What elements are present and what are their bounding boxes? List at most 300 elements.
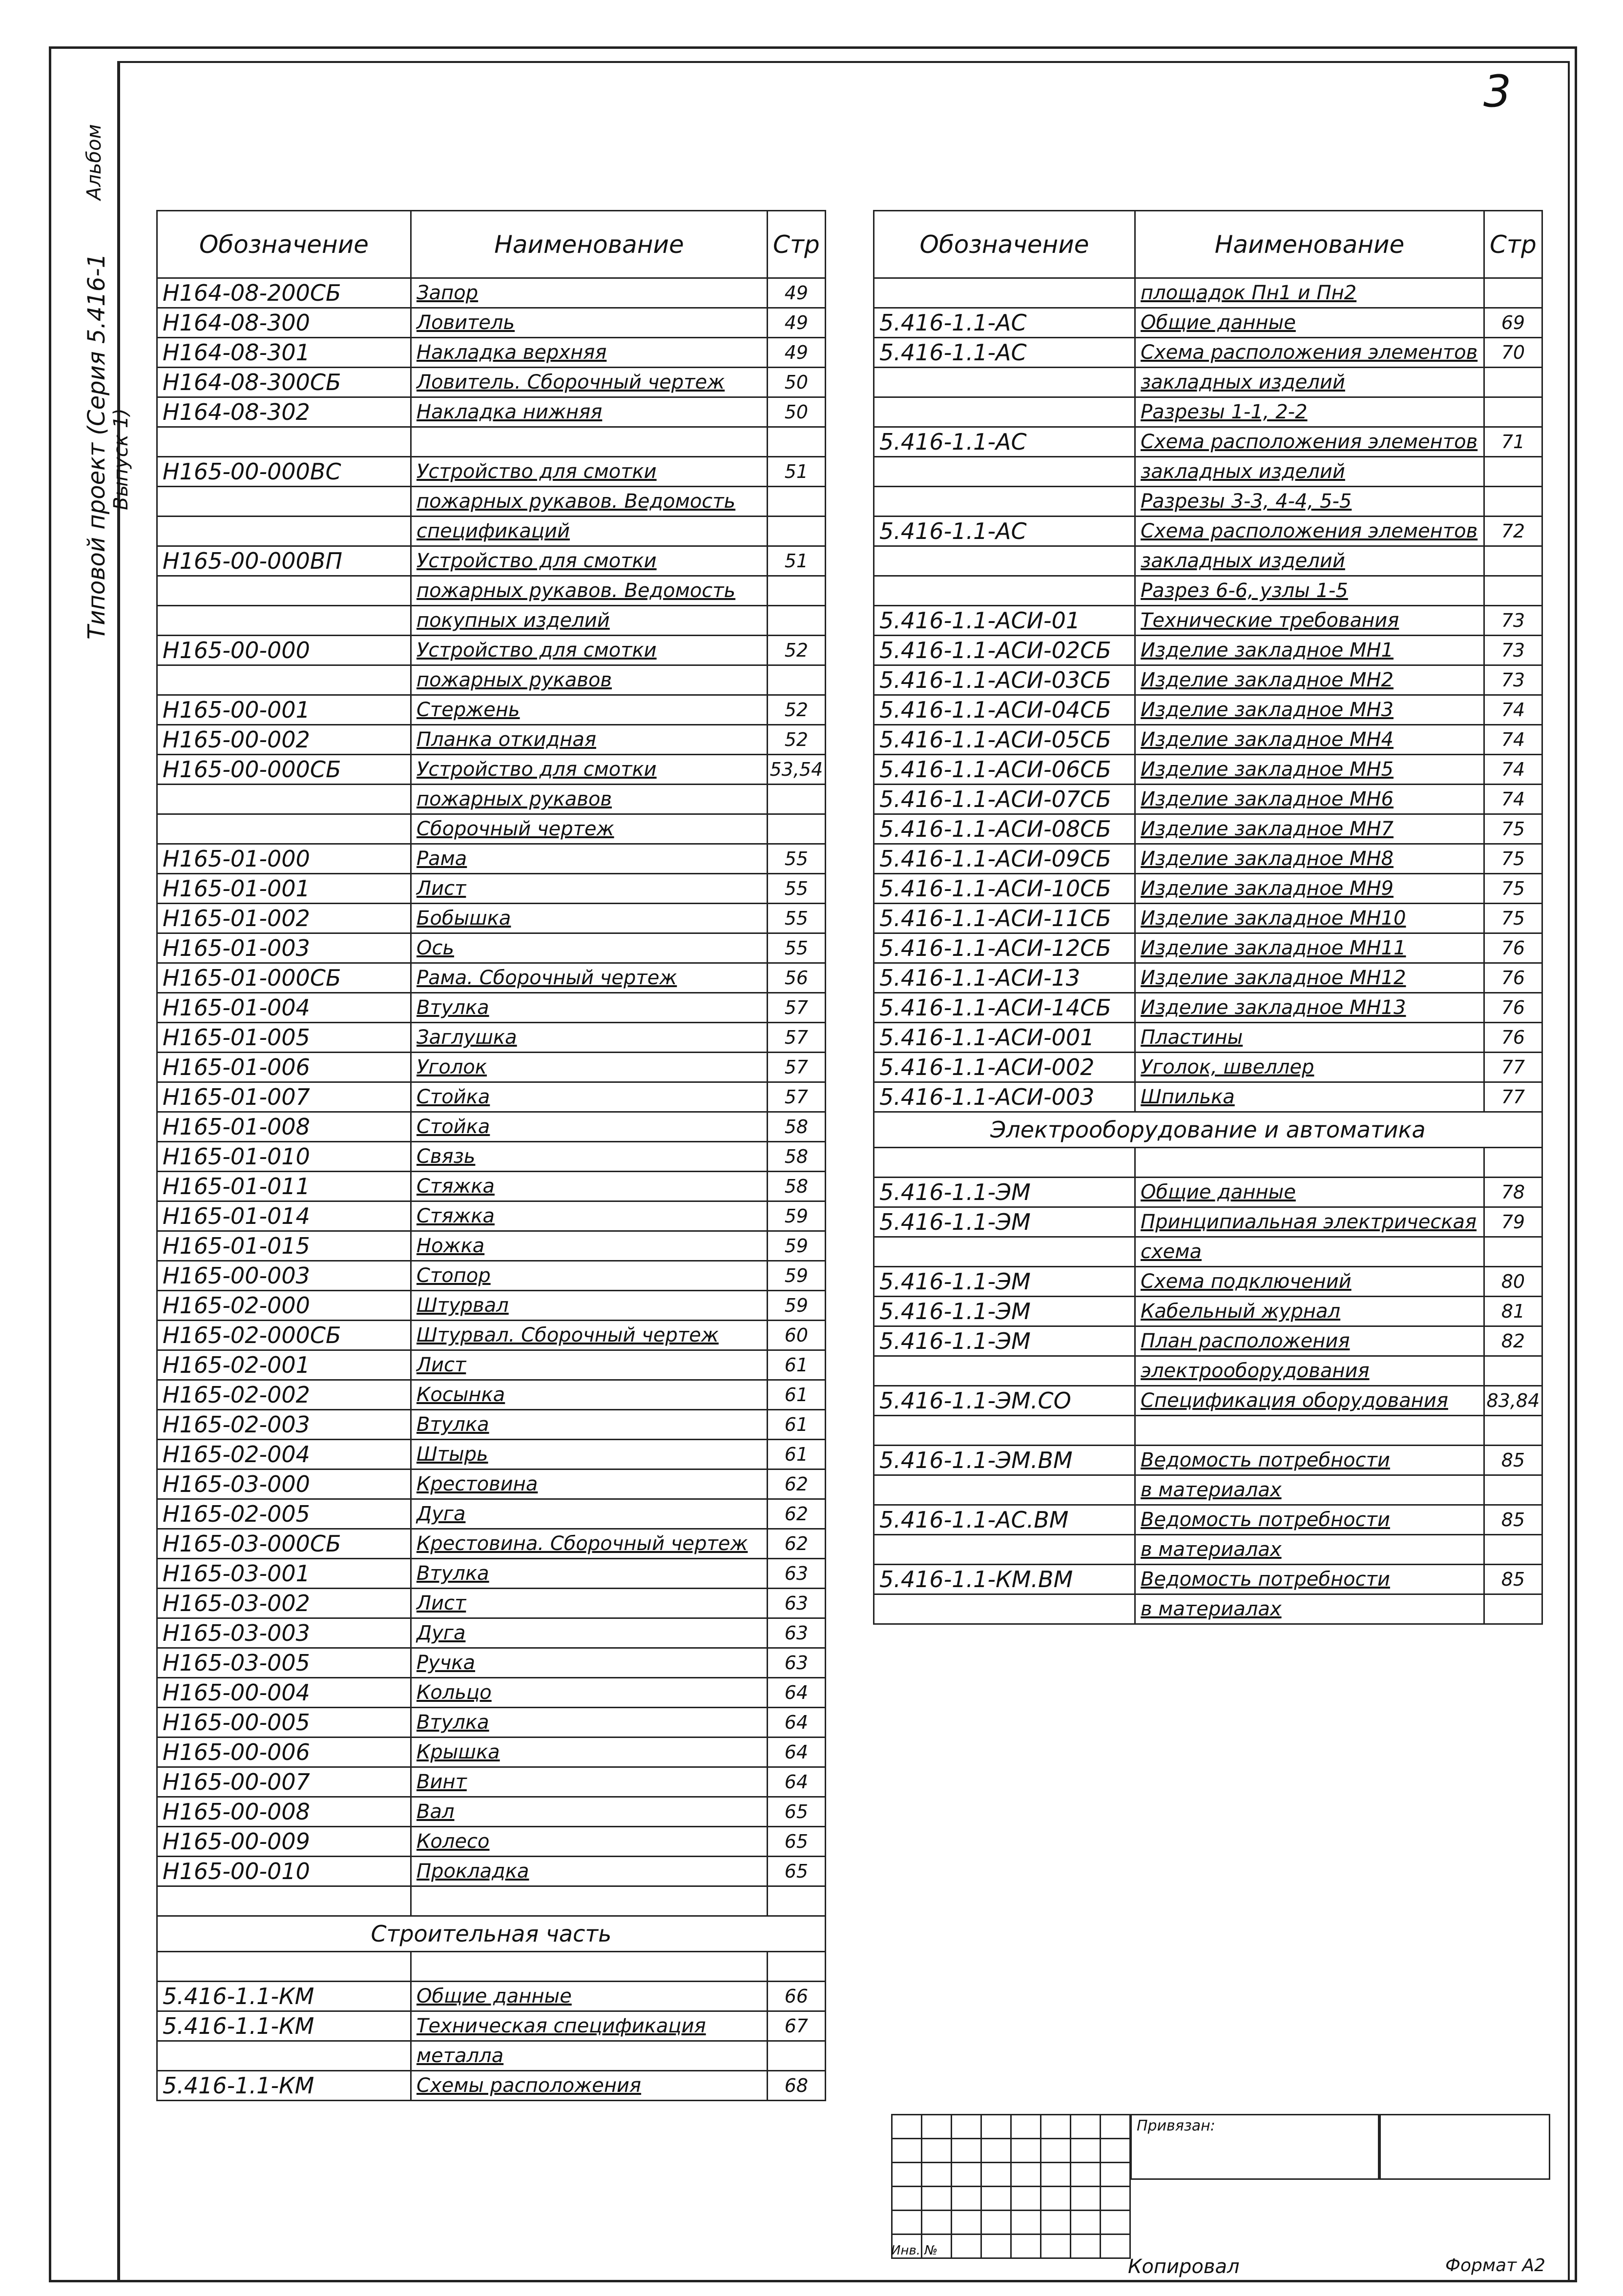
cell-name: Схема расположения элементов [1135, 427, 1484, 457]
cell-name: Общие данные [1135, 308, 1484, 338]
table-row [157, 1618, 826, 1648]
cell-designation: Н165-03-000 [157, 1469, 411, 1499]
table-row [157, 1529, 826, 1559]
cell-designation: Н165-00-003 [157, 1261, 411, 1291]
cell-designation: 5.416-1.1-АСИ-001 [874, 1023, 1135, 1053]
cell-designation: 5.416-1.1-АСИ-12СБ [874, 933, 1135, 963]
cell-page [1484, 278, 1542, 308]
table-row [874, 1053, 1542, 1082]
section-row [874, 1112, 1542, 1148]
table-row [874, 576, 1542, 606]
cell-page: 74 [1484, 755, 1542, 785]
cell-name [411, 1886, 768, 1916]
cell-page: 52 [768, 695, 826, 725]
table-row [874, 487, 1542, 517]
table-row [157, 1886, 826, 1916]
cell-name: Косынка [411, 1380, 768, 1410]
cell-page: 66 [768, 1982, 826, 2011]
header-page: Стр [768, 211, 826, 278]
cell-name: Разрез 6-6, узлы 1-5 [1135, 576, 1484, 606]
reference-field: Привязан: [1130, 2114, 1379, 2180]
table-row [157, 278, 826, 308]
cell-name: Кабельный журнал [1135, 1297, 1484, 1326]
cell-page: 58 [768, 1112, 826, 1142]
cell-designation: Н165-01-011 [157, 1172, 411, 1201]
cell-page [1484, 1237, 1542, 1267]
table-row [157, 1082, 826, 1112]
table-row [157, 1380, 826, 1410]
cell-name: Штырь [411, 1440, 768, 1469]
cell-designation: 5.416-1.1-АС [874, 338, 1135, 368]
table-row [157, 2011, 826, 2041]
side-label-issue: Выпуск 1) [110, 408, 132, 510]
table-row [874, 725, 1542, 755]
table-row [874, 665, 1542, 695]
cell-name: Крестовина [411, 1469, 768, 1499]
table-row [874, 368, 1542, 397]
right-table-header [874, 211, 1542, 278]
table-row [874, 933, 1542, 963]
cell-name: Схемы расположения [411, 2071, 768, 2101]
table-row [874, 1505, 1542, 1535]
cell-name: пожарных рукавов [411, 665, 768, 695]
table-row [874, 606, 1542, 636]
table-row [874, 1386, 1542, 1416]
cell-page: 76 [1484, 1023, 1542, 1053]
cell-name: Уголок, швеллер [1135, 1053, 1484, 1082]
cell-name: Технические требования [1135, 606, 1484, 636]
cell-page: 76 [1484, 963, 1542, 993]
cell-name: Общие данные [1135, 1178, 1484, 1207]
cell-page: 65 [768, 1857, 826, 1886]
cell-page [768, 2041, 826, 2071]
cell-page: 55 [768, 933, 826, 963]
cell-designation: 5.416-1.1-КМ.ВМ [874, 1565, 1135, 1594]
cell-name: Изделие закладное МН2 [1135, 665, 1484, 695]
cell-name: Разрезы 3-3, 4-4, 5-5 [1135, 487, 1484, 517]
cell-designation: 5.416-1.1-АСИ-05СБ [874, 725, 1135, 755]
cell-name: Втулка [411, 1559, 768, 1589]
table-row [157, 1767, 826, 1797]
cell-name: Изделие закладное МН12 [1135, 963, 1484, 993]
table-row [157, 1469, 826, 1499]
table-row [157, 2071, 826, 2101]
cell-page: 72 [1484, 517, 1542, 546]
cell-page: 79 [1484, 1207, 1542, 1237]
cell-name: Ведомость потребности [1135, 1446, 1484, 1475]
table-row [874, 1023, 1542, 1053]
cell-designation: 5.416-1.1-ЭМ.ВМ [874, 1446, 1135, 1475]
table-row [874, 695, 1542, 725]
table-row [874, 1207, 1542, 1237]
cell-name: спецификаций [411, 517, 768, 546]
cell-name: Бобышка [411, 904, 768, 933]
cell-page: 75 [1484, 844, 1542, 874]
cell-name: Ведомость потребности [1135, 1505, 1484, 1535]
cell-designation: Н164-08-302 [157, 397, 411, 427]
cell-page [1484, 1416, 1542, 1446]
cell-name: схема [1135, 1237, 1484, 1267]
cell-designation [874, 487, 1135, 517]
cell-designation: 5.416-1.1-АСИ-01 [874, 606, 1135, 636]
cell-designation: 5.416-1.1-АСИ-07СБ [874, 785, 1135, 814]
cell-page: 62 [768, 1469, 826, 1499]
cell-name: Схема расположения элементов [1135, 517, 1484, 546]
cell-designation [157, 606, 411, 636]
cell-page [768, 487, 826, 517]
cell-designation: 5.416-1.1-АСИ-04СБ [874, 695, 1135, 725]
cell-name: Штурвал [411, 1291, 768, 1321]
cell-page: 55 [768, 874, 826, 904]
cell-name: площадок Пн1 и Пн2 [1135, 278, 1484, 308]
cell-name: Сборочный чертеж [411, 814, 768, 844]
cell-page: 74 [1484, 725, 1542, 755]
left-table [156, 210, 826, 2101]
cell-page: 85 [1484, 1565, 1542, 1594]
cell-designation: Н165-02-000СБ [157, 1321, 411, 1350]
table-row [157, 1410, 826, 1440]
cell-name: Изделие закладное МН9 [1135, 874, 1484, 904]
cell-designation: 5.416-1.1-АСИ-002 [874, 1053, 1135, 1082]
cell-page: 69 [1484, 308, 1542, 338]
cell-name: Заглушка [411, 1023, 768, 1053]
cell-designation [157, 427, 411, 457]
cell-page: 55 [768, 844, 826, 874]
cell-name: Разрезы 1-1, 2-2 [1135, 397, 1484, 427]
table-row [157, 1112, 826, 1142]
cell-page [768, 665, 826, 695]
cell-name: Винт [411, 1767, 768, 1797]
table-row [874, 1297, 1542, 1326]
cell-page: 64 [768, 1708, 826, 1738]
cell-name: Прокладка [411, 1857, 768, 1886]
cell-name: Рама. Сборочный чертеж [411, 963, 768, 993]
cell-designation: Н164-08-301 [157, 338, 411, 368]
cell-designation: 5.416-1.1-АС.ВМ [874, 1505, 1135, 1535]
cell-designation [874, 397, 1135, 427]
cell-page: 67 [768, 2011, 826, 2041]
cell-page: 55 [768, 904, 826, 933]
cell-name: Ловитель [411, 308, 768, 338]
cell-designation: Н165-00-000ВП [157, 546, 411, 576]
cell-designation [157, 665, 411, 695]
cell-name: Ловитель. Сборочный чертеж [411, 368, 768, 397]
cell-designation: Н165-00-000 [157, 636, 411, 665]
cell-page: 49 [768, 308, 826, 338]
table-row [157, 606, 826, 636]
header-name: Наименование [1135, 211, 1484, 278]
table-row [874, 457, 1542, 487]
cell-page: 74 [1484, 695, 1542, 725]
cell-designation: Н165-02-001 [157, 1350, 411, 1380]
table-row [874, 1326, 1542, 1356]
cell-page: 59 [768, 1261, 826, 1291]
cell-page [1484, 1148, 1542, 1178]
table-row [157, 665, 826, 695]
table-row [157, 1982, 826, 2011]
cell-name: Изделие закладное МН1 [1135, 636, 1484, 665]
cell-designation [874, 546, 1135, 576]
cell-designation [157, 814, 411, 844]
cell-designation [157, 517, 411, 546]
cell-name: Лист [411, 874, 768, 904]
cell-page: 81 [1484, 1297, 1542, 1326]
table-row [157, 1142, 826, 1172]
cell-designation: 5.416-1.1-АСИ-10СБ [874, 874, 1135, 904]
table-row [157, 755, 826, 785]
cell-designation: Н165-01-010 [157, 1142, 411, 1172]
cell-page [768, 606, 826, 636]
cell-page: 56 [768, 963, 826, 993]
cell-designation: 5.416-1.1-АС [874, 427, 1135, 457]
table-row [157, 1499, 826, 1529]
header-designation: Обозначение [874, 211, 1135, 278]
cell-name: Уголок [411, 1053, 768, 1082]
table-row [157, 1589, 826, 1618]
cell-page: 76 [1484, 933, 1542, 963]
table-row [157, 1023, 826, 1053]
cell-designation: Н165-01-006 [157, 1053, 411, 1082]
side-label-project: Типовой проект (Серия 5.416-1 [83, 253, 110, 640]
cell-name [1135, 1148, 1484, 1178]
cell-designation: Н165-02-003 [157, 1410, 411, 1440]
cell-designation: Н165-03-001 [157, 1559, 411, 1589]
cell-designation [874, 1535, 1135, 1565]
cell-page: 74 [1484, 785, 1542, 814]
cell-name: Изделие закладное МН5 [1135, 755, 1484, 785]
cell-page: 63 [768, 1648, 826, 1678]
cell-designation: Н165-03-005 [157, 1648, 411, 1678]
copied-label: Копировал [1128, 2255, 1240, 2278]
cell-page: 73 [1484, 606, 1542, 636]
cell-page: 64 [768, 1678, 826, 1708]
table-row [157, 904, 826, 933]
cell-name: Устройство для смотки [411, 755, 768, 785]
table-row [157, 487, 826, 517]
table-row [874, 1416, 1542, 1446]
cell-name: Стяжка [411, 1201, 768, 1231]
table-row [157, 517, 826, 546]
table-row [157, 636, 826, 665]
cell-designation: Н165-03-002 [157, 1589, 411, 1618]
cell-page: 64 [768, 1738, 826, 1767]
table-row [874, 1178, 1542, 1207]
cell-name: План расположения [1135, 1326, 1484, 1356]
cell-page: 50 [768, 397, 826, 427]
table-row [874, 278, 1542, 308]
cell-name: Изделие закладное МН6 [1135, 785, 1484, 814]
cell-designation: 5.416-1.1-ЭМ [874, 1297, 1135, 1326]
cell-name: Устройство для смотки [411, 546, 768, 576]
cell-page: 59 [768, 1291, 826, 1321]
cell-designation [874, 1356, 1135, 1386]
table-row [157, 1708, 826, 1738]
cell-name: Пластины [1135, 1023, 1484, 1053]
cell-name: Стопор [411, 1261, 768, 1291]
cell-page: 57 [768, 1023, 826, 1053]
cell-page: 63 [768, 1559, 826, 1589]
cell-designation: Н165-02-004 [157, 1440, 411, 1469]
cell-designation: 5.416-1.1-АСИ-11СБ [874, 904, 1135, 933]
cell-page: 51 [768, 457, 826, 487]
cell-designation: Н165-01-008 [157, 1112, 411, 1142]
cell-page: 75 [1484, 874, 1542, 904]
cell-name: Изделие закладное МН10 [1135, 904, 1484, 933]
cell-page [768, 576, 826, 606]
cell-designation: Н165-00-001 [157, 695, 411, 725]
cell-page: 78 [1484, 1178, 1542, 1207]
cell-page [768, 427, 826, 457]
cell-designation [157, 1886, 411, 1916]
section-row [157, 1916, 826, 1952]
cell-designation: 5.416-1.1-АСИ-14СБ [874, 993, 1135, 1023]
cell-designation: 5.416-1.1-АСИ-09СБ [874, 844, 1135, 874]
cell-designation: 5.416-1.1-АСИ-06СБ [874, 755, 1135, 785]
cell-designation: Н165-00-000СБ [157, 755, 411, 785]
table-row [157, 1738, 826, 1767]
cell-page: 58 [768, 1172, 826, 1201]
cell-page [1484, 1475, 1542, 1505]
cell-page: 51 [768, 546, 826, 576]
table-row [157, 397, 826, 427]
cell-designation: 5.416-1.1-АСИ-02СБ [874, 636, 1135, 665]
cell-page: 71 [1484, 427, 1542, 457]
cell-designation [157, 2041, 411, 2071]
cell-page: 61 [768, 1410, 826, 1440]
cell-page: 64 [768, 1767, 826, 1797]
cell-name: закладных изделий [1135, 368, 1484, 397]
table-row [157, 1559, 826, 1589]
table-row [874, 1267, 1542, 1297]
cell-page: 76 [1484, 993, 1542, 1023]
section-title: Электрооборудование и автоматика [874, 1112, 1542, 1148]
cell-page: 57 [768, 993, 826, 1023]
cell-page: 65 [768, 1827, 826, 1857]
cell-designation: 5.416-1.1-ЭМ [874, 1267, 1135, 1297]
cell-page [1484, 576, 1542, 606]
table-row [157, 785, 826, 814]
table-row [874, 1535, 1542, 1565]
cell-designation: Н165-01-001 [157, 874, 411, 904]
cell-designation: 5.416-1.1-КМ [157, 1982, 411, 2011]
table-row [874, 963, 1542, 993]
cell-page: 57 [768, 1053, 826, 1082]
table-row [157, 2041, 826, 2071]
table-row [157, 725, 826, 755]
cell-designation: Н165-03-003 [157, 1618, 411, 1648]
cell-page: 63 [768, 1589, 826, 1618]
cell-page: 70 [1484, 338, 1542, 368]
cell-page: 52 [768, 636, 826, 665]
table-row [874, 993, 1542, 1023]
table-row [874, 1356, 1542, 1386]
section-title: Строительная часть [157, 1916, 826, 1952]
table-row [157, 1827, 826, 1857]
table-row [157, 963, 826, 993]
cell-name: Запор [411, 278, 768, 308]
header-designation: Обозначение [157, 211, 411, 278]
cell-page: 62 [768, 1529, 826, 1559]
cell-page: 49 [768, 278, 826, 308]
table-row [874, 785, 1542, 814]
cell-designation: Н165-03-000СБ [157, 1529, 411, 1559]
cell-name [411, 427, 768, 457]
table-row [157, 993, 826, 1023]
cell-designation: Н165-01-003 [157, 933, 411, 963]
cell-name [411, 1952, 768, 1982]
table-row [874, 755, 1542, 785]
cell-designation: Н165-00-008 [157, 1797, 411, 1827]
cell-name: Втулка [411, 1410, 768, 1440]
cell-name: пожарных рукавов. Ведомость [411, 487, 768, 517]
cell-designation: Н165-02-000 [157, 1291, 411, 1321]
cell-designation: 5.416-1.1-АС [874, 517, 1135, 546]
table-row [157, 1857, 826, 1886]
table-row [874, 1565, 1542, 1594]
cell-name: Связь [411, 1142, 768, 1172]
table-row [874, 904, 1542, 933]
cell-name: Ручка [411, 1648, 768, 1678]
cell-designation [874, 457, 1135, 487]
cell-page: 50 [768, 368, 826, 397]
table-row [157, 1797, 826, 1827]
cell-name: Техническая спецификация [411, 2011, 768, 2041]
table-row [157, 576, 826, 606]
cell-name: Крышка [411, 1738, 768, 1767]
cell-name: Крестовина. Сборочный чертеж [411, 1529, 768, 1559]
cell-page: 77 [1484, 1082, 1542, 1112]
cell-name: Штурвал. Сборочный чертеж [411, 1321, 768, 1350]
table-row [157, 546, 826, 576]
cell-designation [874, 1237, 1135, 1267]
table-row [157, 457, 826, 487]
cell-page: 61 [768, 1350, 826, 1380]
cell-name: металла [411, 2041, 768, 2071]
cell-page: 61 [768, 1380, 826, 1410]
table-row [874, 1148, 1542, 1178]
cell-designation: 5.416-1.1-АСИ-003 [874, 1082, 1135, 1112]
table-row [157, 1952, 826, 1982]
cell-name: в материалах [1135, 1594, 1484, 1624]
cell-name: Общие данные [411, 1982, 768, 2011]
cell-name: Планка откидная [411, 725, 768, 755]
inventory-label: Инв. № [891, 2243, 938, 2258]
cell-name: Колесо [411, 1827, 768, 1857]
table-row [157, 814, 826, 844]
cell-name: Ось [411, 933, 768, 963]
table-row [874, 636, 1542, 665]
cell-designation [874, 1416, 1135, 1446]
cell-name: Стержень [411, 695, 768, 725]
cell-page [768, 1952, 826, 1982]
cell-page [1484, 457, 1542, 487]
cell-designation [874, 576, 1135, 606]
cell-page: 85 [1484, 1446, 1542, 1475]
cell-designation: 5.416-1.1-АСИ-13 [874, 963, 1135, 993]
cell-page [1484, 1594, 1542, 1624]
side-label-album: Альбом [83, 124, 105, 200]
cell-page: 52 [768, 725, 826, 755]
cell-designation [874, 278, 1135, 308]
table-row [874, 1446, 1542, 1475]
cell-name: Стяжка [411, 1172, 768, 1201]
cell-name: Ножка [411, 1231, 768, 1261]
cell-name: закладных изделий [1135, 546, 1484, 576]
cell-designation: Н164-08-300СБ [157, 368, 411, 397]
cell-designation: Н165-02-002 [157, 1380, 411, 1410]
cell-designation: Н165-01-007 [157, 1082, 411, 1112]
cell-designation: Н164-08-200СБ [157, 278, 411, 308]
